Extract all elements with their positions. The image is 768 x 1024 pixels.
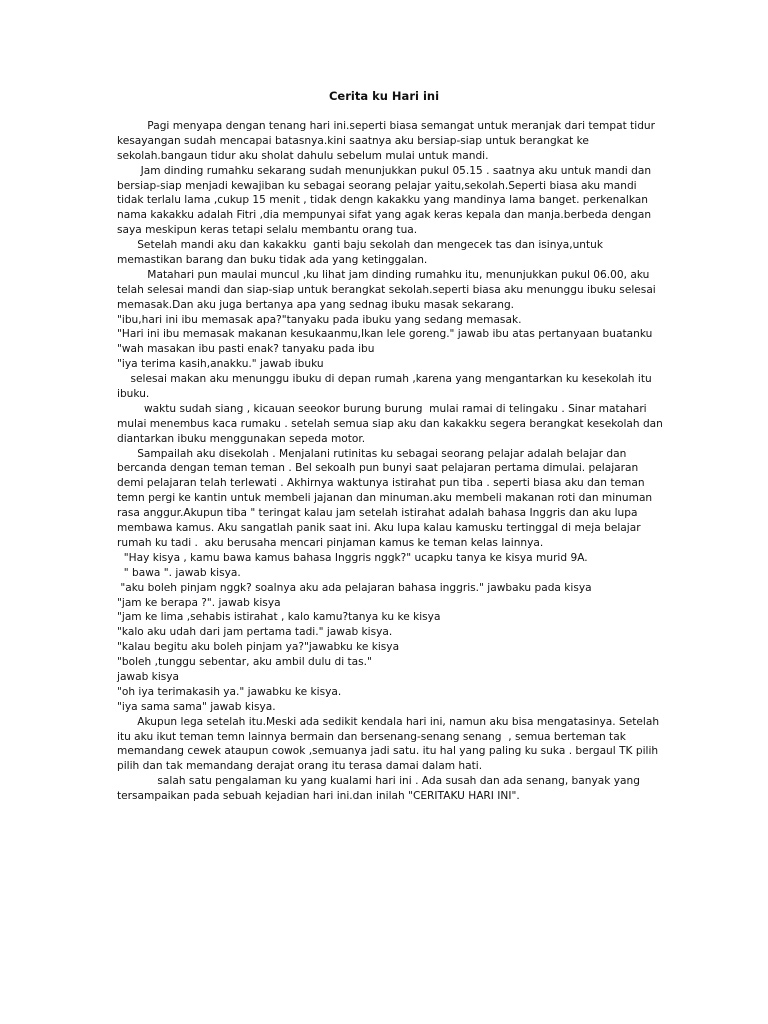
text-line: tersampaikan pada sebuah kejadian hari ini.dan inilah "CERITAKU HARI INI". <box>117 790 520 803</box>
text-line: "ibu,hari ini ibu memasak apa?"tanyaku pada ibuku yang sedang memasak. <box>117 313 522 326</box>
text-line: jawab kisya <box>117 670 180 683</box>
text-line: telah selesai mandi dan siap-siap untuk berangkat sekolah.seperti biasa aku menunggu ibuku selesai <box>117 283 656 296</box>
text-line: waktu sudah siang , kicauan seeokor burung burung mulai ramai di telingaku . Sinar matahari <box>117 402 647 415</box>
text-line: "wah masakan ibu pasti enak? tanyaku pada ibu <box>117 343 375 356</box>
text-line: rasa anggur.Akupun tiba " teringat kalau jam setelah istirahat adalah bahasa Inggris dan aku lupa <box>117 507 638 520</box>
text-line: "kalau begitu aku boleh pinjam ya?"jawabku ke kisya <box>117 641 400 654</box>
text-line: Pagi menyapa dengan tenang hari ini.seperti biasa semangat untuk meranjak dari tempat tidur <box>117 120 655 132</box>
text-line: "jam ke lima ,sehabis istirahat , kalo kamu?tanya ku ke kisya <box>117 611 441 624</box>
text-line: kesayangan sudah mencapai batasnya.kini saatnya aku bersiap-siap untuk berangkat ke <box>117 134 589 147</box>
text-line: Jam dinding rumahku sekarang sudah menunjukkan pukul 05.15 . saatnya aku untuk mandi dan <box>117 164 652 177</box>
text-line: tidak terlalu lama ,cukup 15 menit , tidak dengn kakakku yang mandinya lama banget. perkenalkan <box>117 194 648 207</box>
text-line: "Hay kisya , kamu bawa kamus bahasa Inggris nggk?" ucapku tanya ke kisya murid 9A. <box>117 551 588 564</box>
text-line: sekolah.bangaun tidur aku sholat dahulu sebelum mulai untuk mandi. <box>117 149 489 162</box>
text-line: "oh iya terimakasih ya." jawabku ke kisya. <box>117 685 342 698</box>
text-line: "jam ke berapa ?". jawab kisya <box>117 596 281 609</box>
text-line: saya meskipun keras tetapi selalu membantu orang tua. <box>117 224 418 237</box>
text-line: memastikan barang dan buku tidak ada yang ketinggalan. <box>117 254 428 267</box>
text-line: "boleh ,tunggu sebentar, aku ambil dulu di tas." <box>117 656 372 669</box>
text-line: bercanda dengan teman teman . Bel sekoalh pun bunyi saat pelajaran pertama dimulai. pelajaran <box>117 462 639 475</box>
text-line: "kalo aku udah dari jam pertama tadi." jawab kisya. <box>117 626 393 639</box>
text-line: "Hari ini ibu memasak makanan kesukaanmu,Ikan lele goreng." jawab ibu atas pertanyaan buatanku <box>117 328 653 341</box>
text-line: diantarkan ibuku menggunakan sepeda motor. <box>117 432 366 445</box>
text-line: itu aku ikut teman temn lainnya bermain dan bersenang-senang senang , semua berteman tak <box>117 730 626 743</box>
text-line: Setelah mandi aku dan kakakku ganti baju sekolah dan mengecek tas dan isinya,untuk <box>117 239 604 252</box>
text-line: nama kakakku adalah Fitri ,dia mempunyai sifat yang agak keras kepala dan manja.berbeda dengan <box>117 209 652 222</box>
text-line: memasak.Dan aku juga bertanya apa yang sednag ibuku masak sekarang. <box>117 298 515 311</box>
text-line: rumah ku tadi . aku berusaha mencari pinjaman kamus ke teman kelas lainnya. <box>117 536 544 549</box>
text-line: Akupun lega setelah itu.Meski ada sedikit kendala hari ini, namun aku bisa mengatasinya. Setelah <box>117 715 660 728</box>
document-body <box>117 119 677 804</box>
text-line: bersiap-siap menjadi kewajiban ku sebagai seorang pelajar yaitu,sekolah.Seperti biasa aku mandi <box>117 179 637 192</box>
text-line: pilih dan tak memandang derajat orang itu terasa damai dalam hati. <box>117 760 483 773</box>
text-line: Sampailah aku disekolah . Menjalani rutinitas ku sebagai seorang pelajar adalah belajar dan <box>117 447 627 460</box>
text-line: "iya sama sama" jawab kisya. <box>117 700 276 713</box>
text-line: Matahari pun maulai muncul ,ku lihat jam dinding rumahku itu, menunjukkan pukul 06.00, aku <box>117 268 650 281</box>
text-line: selesai makan aku menunggu ibuku di depan rumah ,karena yang mengantarkan ku kesekolah itu <box>117 373 652 386</box>
text-line: " bawa ". jawab kisya. <box>117 566 241 579</box>
text-line: salah satu pengalaman ku yang kualami hari ini . Ada susah dan ada senang, banyak yang <box>117 775 640 788</box>
text-line: membawa kamus. Aku sangatlah panik saat ini. Aku lupa kalau kamusku tertinggal di meja belajar <box>117 522 641 535</box>
text-line: temn pergi ke kantin untuk membeli jajanan dan minuman.aku membeli makanan roti dan minuman <box>117 492 653 505</box>
text-line: "iya terima kasih,anakku." jawab ibuku <box>117 358 324 371</box>
document-title: Cerita ku Hari ini <box>328 89 440 103</box>
text-line: mulai menembus kaca rumaku . setelah semua siap aku dan kakakku segera berangkat kesekolah dan <box>117 417 663 430</box>
text-line: demi pelajaran telah terlewati . Akhirnya waktunya istirahat pun tiba . seperti biasa aku dan teman <box>117 477 645 490</box>
text-line: "aku boleh pinjam nggk? soalnya aku ada pelajaran bahasa inggris." jawbaku pada kisya <box>117 581 592 594</box>
text-line: ibuku. <box>117 388 150 401</box>
text-line: memandang cewek ataupun cowok ,semuanya jadi satu. itu hal yang paling ku suka . bergaul TK pilih <box>117 745 659 758</box>
